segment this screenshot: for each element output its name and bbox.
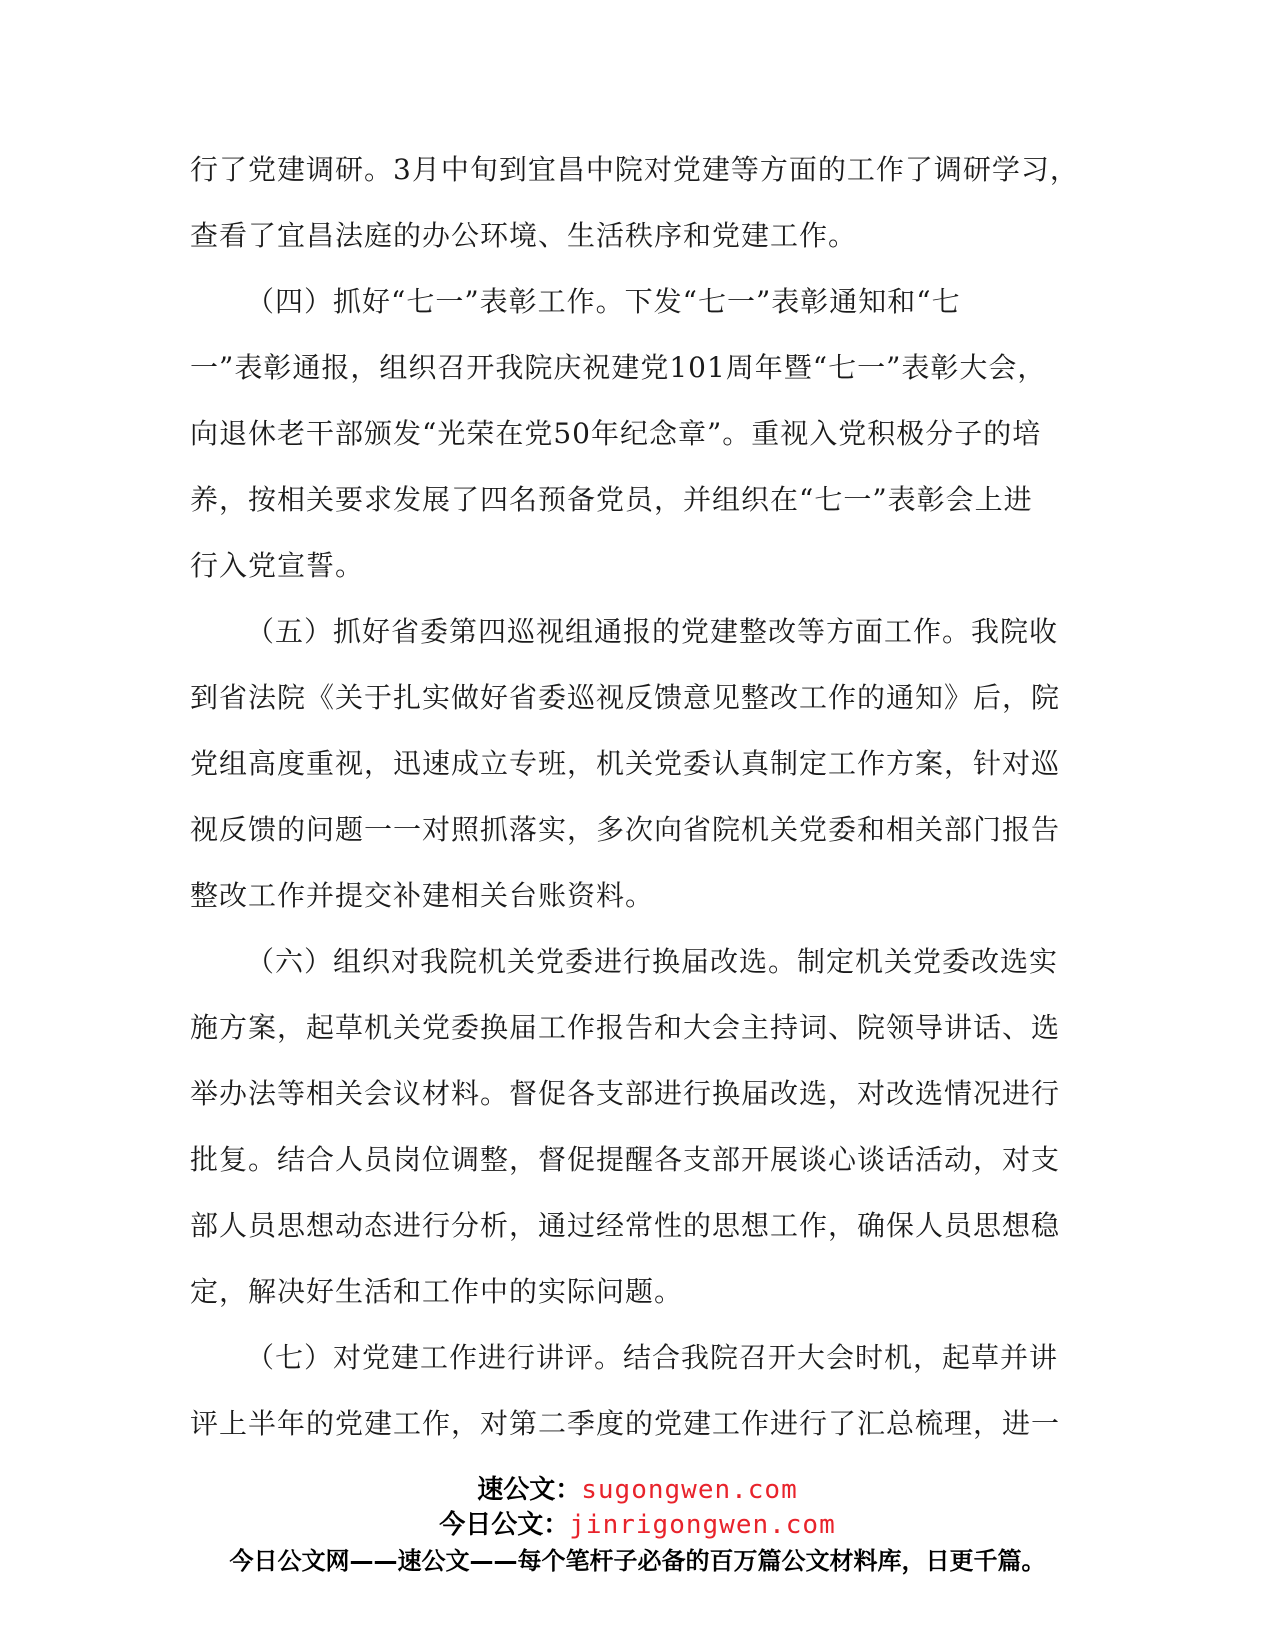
text-line: 行了党建调研。3月中旬到宜昌中院对党建等方面的工作了调研学习， <box>190 153 1079 186</box>
text-line: 查看了宜昌法庭的办公环境、生活秩序和党建工作。 <box>190 219 858 252</box>
text-line: 施方案，起草机关党委换届工作报告和大会主持词、院领导讲话、选 <box>190 1011 1061 1044</box>
paragraph-heading-4: （四）抓好“七一”表彰工作。下发“七一”表彰通知和“七 <box>246 285 961 318</box>
paragraph-heading-7: （七）对党建工作进行讲评。结合我院召开大会时机，起草并讲 <box>246 1341 1059 1374</box>
text-line: 整改工作并提交补建相关台账资料。 <box>190 879 655 912</box>
footer-tagline: 今日公文网——速公文——每个笔杆子必备的百万篇公文材料库，日更千篇。 <box>229 1547 1046 1575</box>
text-line: 定，解决好生活和工作中的实际问题。 <box>190 1275 684 1308</box>
text-line: 一”表彰通报，组织召开我院庆祝建党101周年暨“七一”表彰大会， <box>190 351 1047 384</box>
footer-label-jinrigongwen: 今日公文： <box>439 1510 570 1540</box>
paragraph-heading-5: （五）抓好省委第四巡视组通报的党建整改等方面工作。我院收 <box>246 615 1059 648</box>
footer-link-jinrigongwen[interactable]: jinrigongwen.com <box>569 1510 836 1540</box>
text-line: 评上半年的党建工作，对第二季度的党建工作进行了汇总梳理，进一 <box>190 1407 1061 1440</box>
footer-jinrigongwen <box>0 1504 1275 1541</box>
document-body <box>190 137 1079 1457</box>
text-line: 党组高度重视，迅速成立专班，机关党委认真制定工作方案，针对巡 <box>190 747 1061 780</box>
footer-link-sugongwen[interactable]: sugongwen.com <box>581 1475 798 1505</box>
footer-label-sugongwen: 速公文： <box>477 1475 582 1505</box>
footer-sugongwen <box>0 1469 1275 1506</box>
text-line: 批复。结合人员岗位调整，督促提醒各支部开展谈心谈话活动，对支 <box>190 1143 1061 1176</box>
text-line: 举办法等相关会议材料。督促各支部进行换届改选，对改选情况进行 <box>190 1077 1061 1110</box>
text-line: 向退休老干部颁发“光荣在党50年纪念章”。重视入党积极分子的培 <box>190 417 1042 450</box>
text-line: 养，按相关要求发展了四名预备党员，并组织在“七一”表彰会上进 <box>190 483 1033 516</box>
text-line: 到省法院《关于扎实做好省委巡视反馈意见整改工作的通知》后，院 <box>190 681 1061 714</box>
text-line: 行入党宣誓。 <box>190 549 365 582</box>
paragraph-heading-6: （六）组织对我院机关党委进行换届改选。制定机关党委改选实 <box>246 945 1059 978</box>
text-line: 视反馈的问题一一对照抓落实，多次向省院机关党委和相关部门报告 <box>190 813 1061 846</box>
text-line: 部人员思想动态进行分析，通过经常性的思想工作，确保人员思想稳 <box>190 1209 1061 1242</box>
